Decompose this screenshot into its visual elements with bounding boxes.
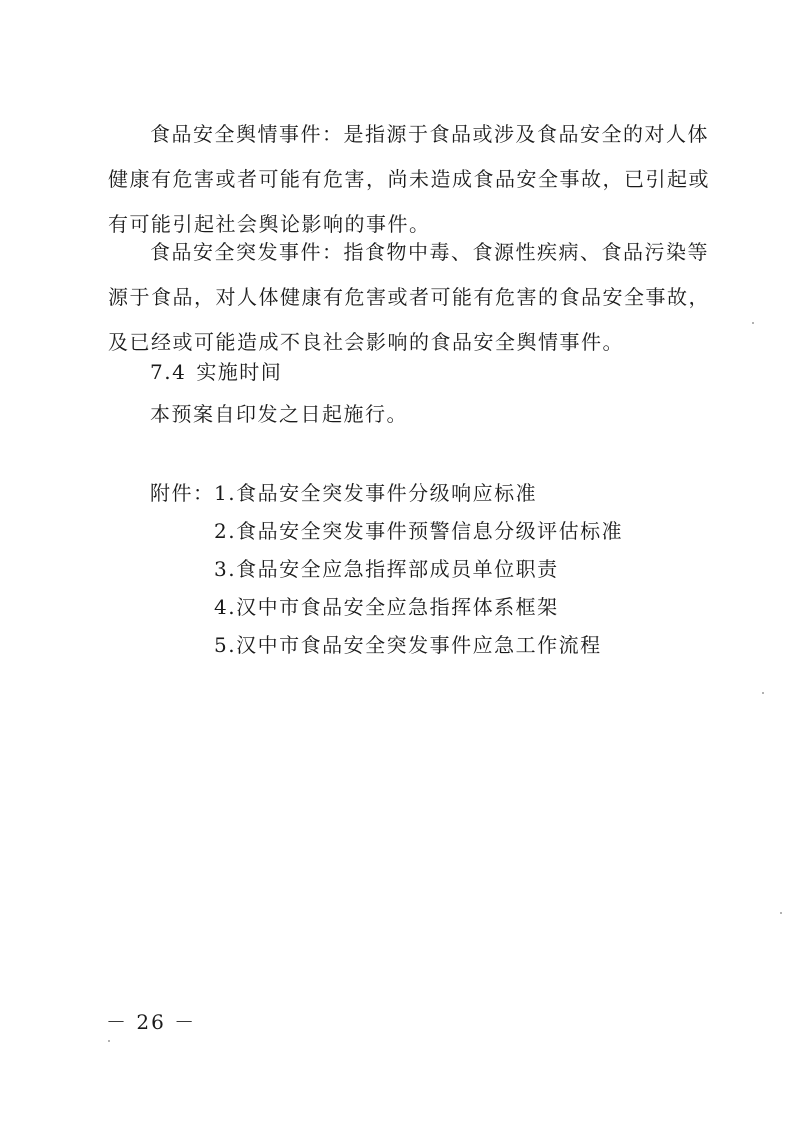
section-body-text: 本预案自印发之日起施行。	[150, 402, 408, 426]
scan-speck	[108, 1040, 110, 1042]
section-heading	[150, 350, 282, 395]
section-number: 7.4	[150, 360, 187, 384]
attachment-row	[150, 512, 623, 550]
paragraph-line: 食品安全舆情事件：是指源于食品或涉及食品安全的对人体	[150, 122, 709, 146]
attachment-row	[150, 588, 623, 626]
attachment-row	[150, 550, 623, 588]
attachments-list	[150, 474, 623, 664]
scan-speck	[780, 912, 782, 914]
paragraph-line: 健康有危害或者可能有危害，尚未造成食品安全事故，已引起或	[108, 167, 710, 191]
paragraph-line: 源于食品，对人体健康有危害或者可能有危害的食品安全事故，	[108, 285, 710, 309]
paragraph-food-safety-emergency-event	[108, 230, 710, 365]
attachment-item: 2.食品安全突发事件预警信息分级评估标准	[214, 519, 624, 543]
attachment-row	[150, 474, 623, 512]
attachment-item: 4.汉中市食品安全应急指挥体系框架	[214, 595, 559, 619]
paragraph-line: 食品安全突发事件：指食物中毒、食源性疾病、食品污染等	[150, 240, 709, 264]
scan-speck	[752, 322, 754, 324]
attachment-row	[150, 626, 623, 664]
page-number: － 26 －	[106, 1010, 197, 1034]
attachment-item: 1.食品安全突发事件分级响应标准	[214, 481, 538, 505]
attachments-label: 附件：	[150, 481, 215, 505]
attachment-item: 5.汉中市食品安全突发事件应急工作流程	[214, 633, 602, 657]
attachment-item: 3.食品安全应急指挥部成员单位职责	[214, 557, 559, 581]
paragraph-line: 及已经或可能造成不良社会影响的食品安全舆情事件。	[108, 330, 624, 354]
section-title: 实施时间	[196, 360, 283, 384]
scan-speck	[762, 692, 764, 694]
paragraph-line: 有可能引起社会舆论影响的事件。	[108, 212, 431, 236]
paragraph-food-safety-public-opinion-event	[108, 112, 710, 247]
